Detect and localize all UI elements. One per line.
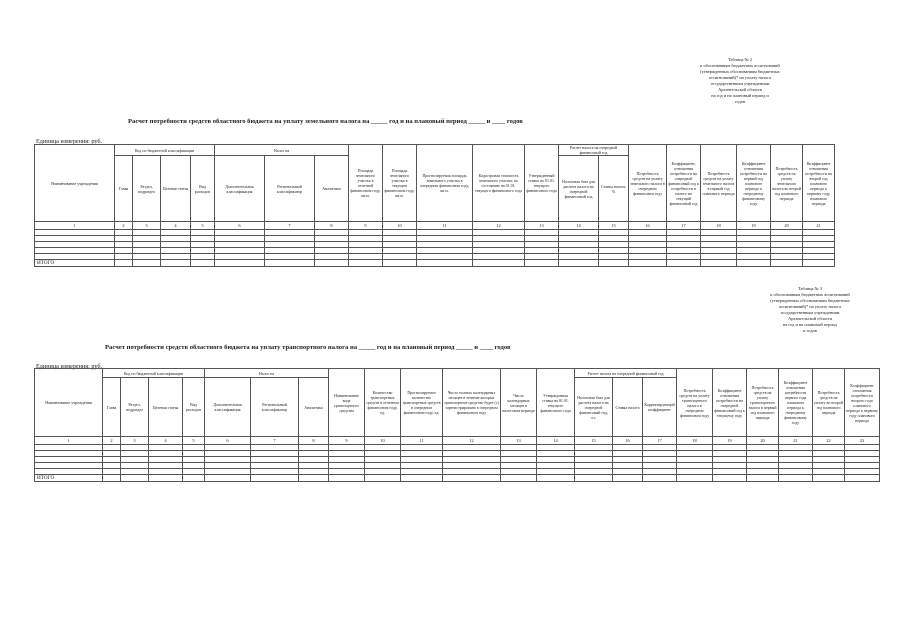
header-col-17: Коэффициент, отношения потребности на очередной финансовый год к потребности в налоге на текущий финансовый год	[667, 145, 701, 222]
column-number: 18	[701, 222, 737, 230]
header-target-article: Целевая статья	[149, 378, 183, 437]
header-col-21: Коэффициент отношения потребности на второй год планового периода к первому году планового периода	[803, 145, 835, 222]
header-expense-type: Вид расходов	[191, 156, 215, 222]
land-tax-heading: Расчет потребности средств областного бюджета на уплату земельного налога на _____ год и на плановый период _____ и ____ годов	[128, 118, 523, 125]
column-number: 4	[149, 437, 183, 445]
column-number: 22	[813, 437, 845, 445]
header-expense-type: Вид расходов	[183, 378, 205, 437]
total-label: ИТОГО	[35, 475, 103, 482]
column-number: 7	[265, 222, 315, 230]
header-additional-classification: Дополнительная классификация	[215, 156, 265, 222]
column-number: 14	[537, 437, 575, 445]
annex-note-table-2: Таблица № 2 к обоснованиям бюджетных ассигнований (утвержденных обоснованиям бюджетных ассигнований)* на уплату налога государственным учреждениям Архангельской области на год и на плановый период и годов	[700, 57, 780, 104]
header-col-9: Наименование вида транспортного средства	[329, 369, 365, 437]
header-col-15: Налоговая база для расчета налога на очередной финансовый год, л.с.	[575, 378, 613, 437]
header-analytics: Аналитика	[299, 378, 329, 437]
header-calculation: Расчет налога на очередной финансовый год	[559, 145, 629, 156]
column-number: 11	[417, 222, 473, 230]
column-number: 1	[35, 222, 115, 230]
unit-of-measure-label: Единица измерения: руб.	[36, 363, 103, 370]
header-col-18: Потребность средств на уплату транспортного налога в очередном финансовом году	[677, 369, 713, 437]
header-col-19: Коэффициент отношения потребности на очередной финансовый год к текущему году	[713, 369, 747, 437]
header-institution: Наименование учреждения	[35, 369, 103, 437]
column-number: 8	[299, 437, 329, 445]
unit-of-measure-label: Единица измерения: руб.	[36, 138, 103, 145]
header-additional-classification: Дополнительная классификация	[205, 378, 251, 437]
column-number: 19	[713, 437, 747, 445]
column-number: 16	[629, 222, 667, 230]
header-calculation: Расчет налога на очередной финансовый год	[575, 369, 677, 378]
header-col-15: Ставка налога, %	[599, 156, 629, 222]
column-number: 16	[613, 437, 643, 445]
column-number: 20	[771, 222, 803, 230]
header-col-16: Ставка налога	[613, 378, 643, 437]
column-number: 8	[315, 222, 349, 230]
header-col-10: Площадь земельного участка в текущем финансовом году, кв.м.	[383, 145, 417, 222]
column-number: 2	[103, 437, 121, 445]
column-number: 2	[115, 222, 133, 230]
header-target-article: Целевая статья	[161, 156, 191, 222]
header-land-tax: Налог на	[215, 145, 349, 156]
column-number: 14	[559, 222, 599, 230]
header-col-13: Число календарных месяцев в налоговом периоде	[501, 369, 537, 437]
header-chapter: Глава	[115, 156, 133, 222]
header-col-13: Утвержденный ставка по 01.01. текущего финансового года	[525, 145, 559, 222]
annex-note-table-3: Таблица № 3 к обоснованиям бюджетных ассигнований (утвержденных обоснованиям бюджетных ассигнований)* на уплату налога государственным учреждениям Архангельской области на год и на плановый период и годов	[770, 286, 850, 333]
header-regional-classifier: Региональный классификатор	[251, 378, 299, 437]
column-number: 17	[667, 222, 701, 230]
column-number: 15	[599, 222, 629, 230]
header-col-16: Потребность средств на уплату земельного налога в очередном финансовом году	[629, 145, 667, 222]
column-number: 1	[35, 437, 103, 445]
header-col-14: Утвержденная ставка на 01.01. текущего финансового года	[537, 369, 575, 437]
header-col-21: Коэффициент отношения потребности первого года планового периода к очередному финансовому году	[779, 369, 813, 437]
header-budget-classification: Код по бюджетной классификации	[103, 369, 205, 378]
header-regional-classifier: Региональный классификатор	[265, 156, 315, 222]
column-number: 12	[443, 437, 501, 445]
land-tax-table	[34, 144, 835, 267]
header-col-9: Площадь земельного участка в отчетной финансовом году, кв.м.	[349, 145, 383, 222]
column-number: 13	[525, 222, 559, 230]
column-number: 12	[473, 222, 525, 230]
header-col-11: Прогнозируемая площадь земельного участка в очередном финансовом году, кв.м.	[417, 145, 473, 222]
header-col-23: Коэффициент отношения потребности второго года планового периода к первому году планового периода	[845, 369, 880, 437]
column-number: 6	[215, 222, 265, 230]
column-number: 3	[133, 222, 161, 230]
column-number: 5	[183, 437, 205, 445]
header-section: Раздел, подраздел	[133, 156, 161, 222]
column-number: 6	[205, 437, 251, 445]
header-col-10: Количество транспортных средств в отчетном финансовом году, ед.	[365, 369, 401, 437]
column-number: 10	[383, 222, 417, 230]
header-col-12: Число полных календарных месяцев в течение которых транспортное средство будет (с) зарегистрировано в очередном финансовом году	[443, 369, 501, 437]
header-col-18: Потребность средств на уплату земельного налога в первый год планового периода	[701, 145, 737, 222]
column-number: 9	[349, 222, 383, 230]
transport-tax-heading: Расчет потребности средств областного бюджета на уплату транспортного налога на _____ год и на плановый период _____ и ____ годов	[105, 344, 511, 351]
column-number: 4	[161, 222, 191, 230]
column-number: 9	[329, 437, 365, 445]
header-col-11: Прогнозируемое количество транспортных средств в очередном финансовом году, ед.	[401, 369, 443, 437]
header-col-20: Потребность средств на уплату транспортного налога в первый год планового периода	[747, 369, 779, 437]
column-number: 10	[365, 437, 401, 445]
header-tax: Налог на	[205, 369, 329, 378]
header-col-20: Потребность средств на уплату земельного налога во второй год планового периода	[771, 145, 803, 222]
header-col-12: Кадастровая стоимость земельного участка, по состоянию на 01.01. текущего финансового года	[473, 145, 525, 222]
header-chapter: Глава	[103, 378, 121, 437]
column-number: 18	[677, 437, 713, 445]
column-number: 7	[251, 437, 299, 445]
column-number: 23	[845, 437, 880, 445]
column-number: 17	[643, 437, 677, 445]
header-col-19: Коэффициент отношения потребности на первый год планового периода к очередному финансовому году	[737, 145, 771, 222]
column-number: 21	[779, 437, 813, 445]
column-number: 11	[401, 437, 443, 445]
column-number: 21	[803, 222, 835, 230]
header-budget-classification: Код по бюджетной классификации	[115, 145, 215, 156]
header-analytics: Аналитика	[315, 156, 349, 222]
header-col-22: Потребность средств на уплату во второй год планового периода	[813, 369, 845, 437]
header-institution: Наименование учреждения	[35, 145, 115, 222]
header-col-17: Корректирующий коэффициент	[643, 378, 677, 437]
transport-tax-table	[34, 368, 880, 482]
column-number: 5	[191, 222, 215, 230]
column-number: 3	[121, 437, 149, 445]
header-section: Раздел, подраздел	[121, 378, 149, 437]
total-label: ИТОГО	[35, 260, 115, 267]
column-number: 15	[575, 437, 613, 445]
column-number: 19	[737, 222, 771, 230]
header-col-14: Налоговая база для расчета налога на очередной финансовый год	[559, 156, 599, 222]
column-number: 13	[501, 437, 537, 445]
column-number: 20	[747, 437, 779, 445]
